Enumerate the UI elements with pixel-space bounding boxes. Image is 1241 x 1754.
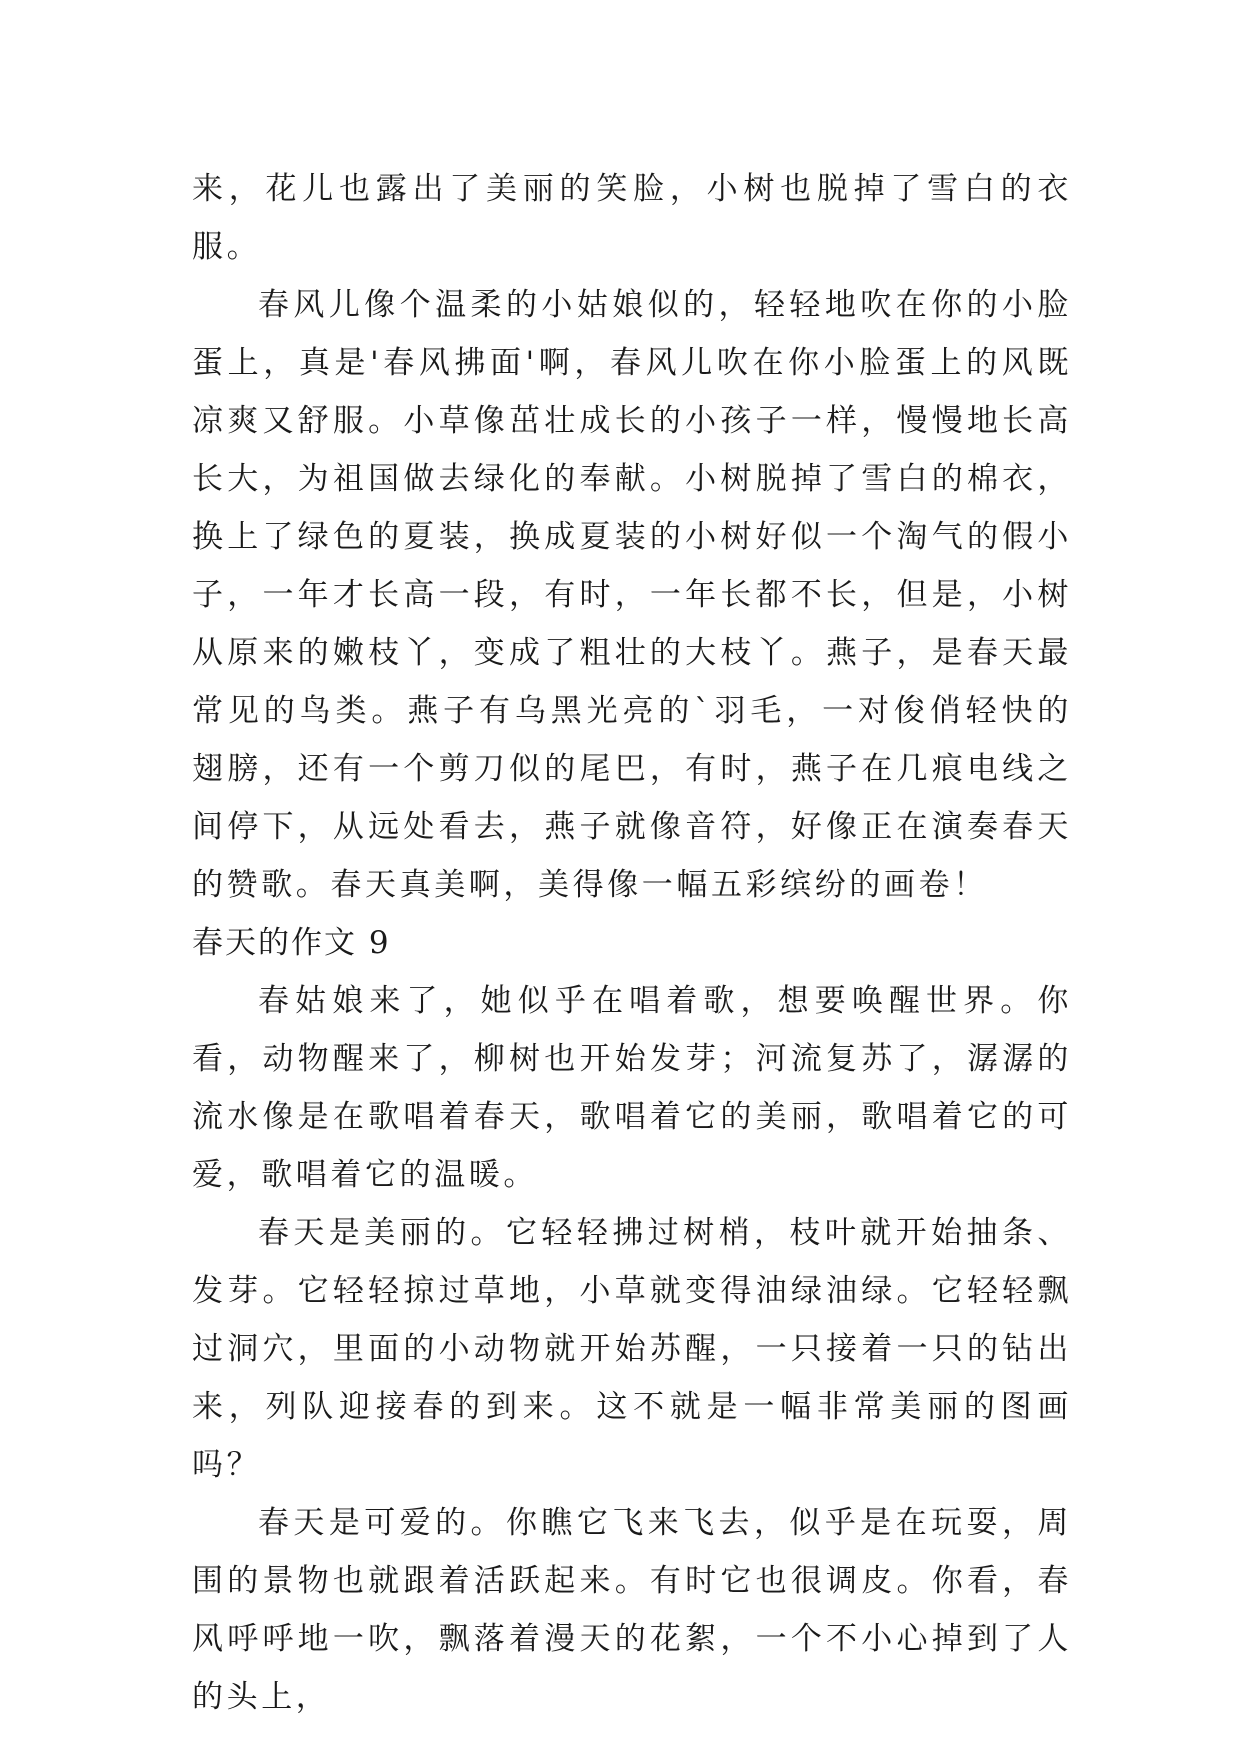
section-heading: 春天的作文 9 bbox=[192, 925, 391, 961]
paragraph-continuation: 来，花儿也露出了美丽的笑脸，小树也脱掉了雪白的衣服。 bbox=[192, 171, 1072, 265]
document-body bbox=[192, 160, 1072, 1726]
paragraph-spring-lovely: 春天是可爱的。你瞧它飞来飞去，似乎是在玩耍，周围的景物也就跟着活跃起来。有时它也很调皮。你看，春风呼呼地一吹，飘落着漫天的花絮，一个不小心掉到了人的头上， bbox=[192, 1505, 1072, 1715]
paragraph-spring-beautiful: 春天是美丽的。它轻轻拂过树梢，枝叶就开始抽条、发芽。它轻轻掠过草地，小草就变得油绿油绿。它轻轻飘过洞穴，里面的小动物就开始苏醒，一只接着一只的钻出来，列队迎接春的到来。这不就是一幅非常美丽的图画吗？ bbox=[192, 1215, 1072, 1483]
paragraph-spring-girl: 春姑娘来了，她似乎在唱着歌，想要唤醒世界。你看，动物醒来了，柳树也开始发芽；河流复苏了，潺潺的流水像是在歌唱着春天，歌唱着它的美丽，歌唱着它的可爱，歌唱着它的温暖。 bbox=[192, 983, 1072, 1193]
paragraph-spring-breeze: 春风儿像个温柔的小姑娘似的，轻轻地吹在你的小脸蛋上，真是'春风拂面'啊，春风儿吹在你小脸蛋上的风既凉爽又舒服。小草像茁壮成长的小孩子一样，慢慢地长高长大，为祖国做去绿化的奉献。小树脱掉了雪白的棉衣，换上了绿色的夏装，换成夏装的小树好似一个淘气的假小子，一年才长高一段，有时，一年长都不长，但是，小树从原来的嫩枝丫，变成了粗壮的大枝丫。燕子，是春天最常见的鸟类。燕子有乌黑光亮的`羽毛，一对俊俏轻快的翅膀，还有一个剪刀似的尾巴，有时，燕子在几痕电线之间停下，从远处看去，燕子就像音符，好像正在演奏春天的赞歌。春天真美啊，美得像一幅五彩缤纷的画卷！ bbox=[192, 287, 1072, 903]
